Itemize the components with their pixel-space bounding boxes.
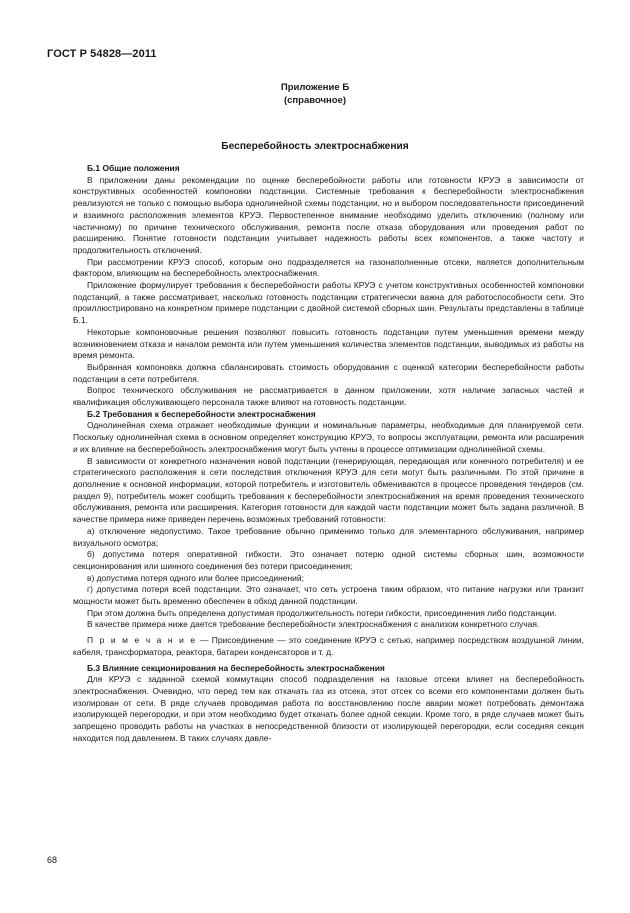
paragraph: В приложении даны рекомендации по оценке бесперебойности работы или готовности КРУЭ в зависимости от конструктивных особенностей компоновки подстанции. Системные требования к бесперебойности электроснабжения реализуются не только с помощью выбора однолинейной схемы подстанции, но и выбором последовательности присоединений и взаимного расположения элементов КРУЭ. Первостепенное внимание необходимо уделить отключению (полному или частичному) по причине технического обслуживания, ремонта после отказа оборудования или проведения работ по расширению. Понятие готовности подстанции учитывает надежность работы всех компонентов, а также частоту и продолжительность отключений. [73,174,584,255]
section-title: Бесперебойность электроснабжения [221,141,409,152]
note [73,635,584,658]
list-item-b: б) допустима потеря оперативной гибкости. Это означает потерю одной системы сборных шин, возможности секционирования или шинного соединения без потери присоединения; [73,549,584,571]
list-item-c: в) допустима потеря одного или более присоединений; [87,572,304,583]
heading-b3: Б.3 Влияние секционирования на бесперебойность электроснабжения [87,662,385,673]
paragraph: Для КРУЭ с заданной схемой коммутации способ подразделения на газовые отсеки влияет на бесперебойность электроснабжения. Очевидно, что перед тем как откачать газ из отсека, этот отсек со всеми его компонентами должен быть изолирован от сети. В ряде случаев проводимая работа по восстановлению после аварии может потребовать демонтажа изолирующей перегородки, и при этом необходимо будет откачать более одной секции. Кроме того, в ряде случаев может быть запрещено проводить работы на участках в непосредственной близости от изолирующей перегородки, если соседняя секция находится под давлением. В таких случаях давле- [73,674,584,743]
paragraph: В зависимости от конкретного назначения новой подстанции (генерирующая, передающая или конечного потребителя) и ее стратегического расположения в сети последствия отключения КРУЭ для сети могут быть различными. По этой причине в дополнение к основной информации, которой потребитель и изготовитель обмениваются в процессе проведения тендеров (см. раздел 9), потребитель может сообщить требования к бесперебойности электроснабжения на время проведения технического обслуживания, ремонта или расширения. Категория готовности для каждой части подстанции может быть задана различной. В качестве примера ниже приведен перечень возможных требований готовности: [73,455,584,525]
paragraph: Однолинейная схема отражает необходимые функции и номинальные параметры, необходимые для планируемой сети. Поскольку однолинейная схема в основном определяет конструкцию КРУЭ, то вопросы эксплуатации, ремонта или расширения и их влияние на бесперебойность электроснабжения могут быть учтены в процессе оптимизации однолинейной схемы. [73,420,584,454]
heading-b2: Б.2 Требования к бесперебойности электроснабжения [87,408,316,419]
list-item-d: г) допустима потеря всей подстанции. Это означает, что сеть устроена таким образом, что питание нагрузки или транзит мощности может быть временно обеспечен в обход данной подстанции. [73,584,584,607]
paragraph: При этом должна быть определена допустимая продолжительность потери гибкости, присоединения либо подстанции. [87,607,557,618]
note-text: — Присоединение — это соединение КРУЭ с сетью, например посредством воздушной линии, кабеля, трансформатора, реактора, батареи конденсаторов и т. д. [73,635,584,657]
note-label: П р и м е ч а н и е [87,635,197,646]
paragraph: Приложение формулирует требования к бесперебойности работы КРУЭ с учетом конструктивных особенностей компоновки подстанций, а также рассматривает, насколько готовность подстанции стратегически важна для работоспособности сети. Это проиллюстрировано на конкретном примере подстанции с двойной системой сборных шин. Результаты представлены в таблице Б.1. [73,280,584,326]
list-item-a: а) отключение недопустимо. Такое требование обычно применимо только для элементарного обслуживания, например визуального осмотра; [73,525,584,548]
running-header: ГОСТ Р 54828—2011 [47,48,157,60]
heading-b1: Б.1 Общие положения [87,163,180,173]
paragraph: Вопрос технического обслуживания не рассматривается в данном приложении, хотя наличие запасных частей и квалификация обслуживающего персонала также влияют на готовность подстанции. [73,385,584,408]
annex-title: Приложение Б [280,82,350,93]
paragraph: При рассмотрении КРУЭ способ, которым оно подразделяется на газонаполненные отсеки, является дополнительным фактором, влияющим на бесперебойность электроснабжения. [73,256,584,279]
paragraph: Некоторые компоновочные решения позволяют повысить готовность подстанции путем уменьшения времени между возникновением отказа и началом ремонта или путем уменьшения количества элементов подстанции, выводимых из работы на время ремонта. [73,326,584,361]
paragraph: В качестве примера ниже дается требование бесперебойности электроснабжения с анализом конкретного случая. [87,619,540,630]
annex-subtitle: (справочное) [283,95,347,106]
paragraph: Выбранная компоновка должна сбалансировать стоимость оборудования с оценкой категории бесперебойности работы подстанции в сети потребителя. [73,361,584,384]
page-number: 68 [47,855,58,865]
body-text [73,163,584,744]
annex-heading [0,81,630,107]
